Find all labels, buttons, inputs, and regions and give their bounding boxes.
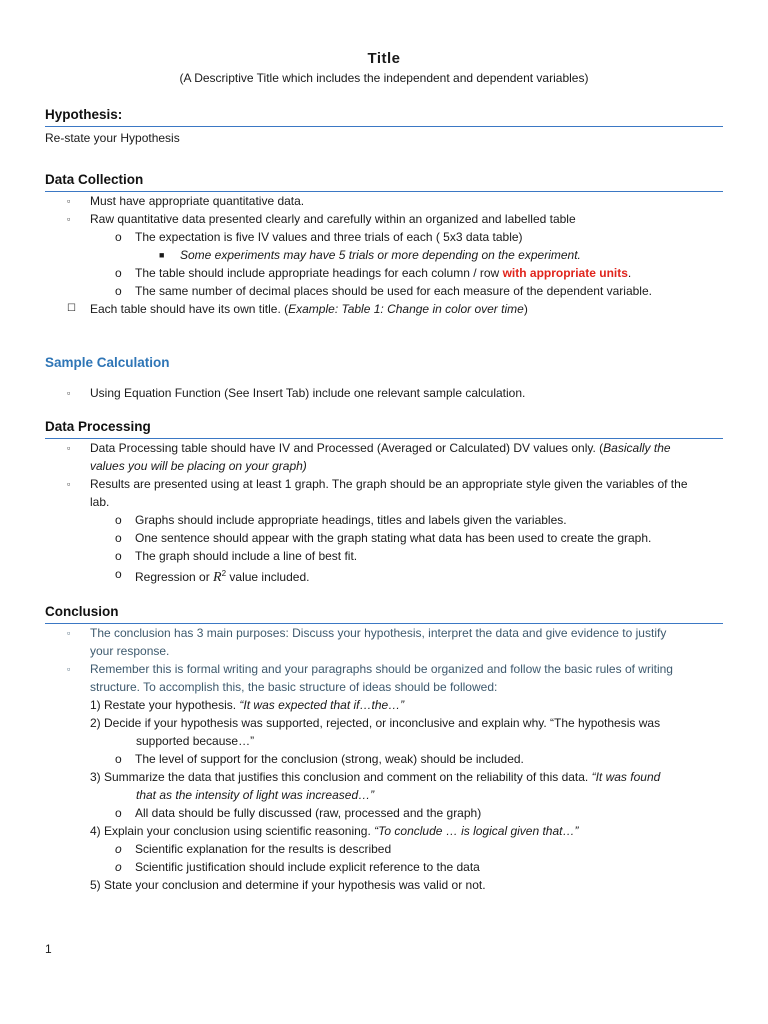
data-processing-section	[45, 418, 723, 587]
list-item: ▫ Results are presented using at least 1 graph. The graph should be an appropriate style given the variables of the lab.	[67, 477, 688, 509]
page-number: 1	[45, 942, 52, 956]
circle-bullet-icon: o	[115, 842, 122, 856]
list-item: o The expectation is five IV values and three trials of each ( 5x3 data table)	[115, 230, 523, 244]
sample-calculation-section	[45, 354, 723, 402]
circle-bullet-icon: o	[115, 806, 122, 820]
list-item: ■ Some experiments may have 5 trials or more depending on the experiment.	[159, 248, 581, 262]
hypothesis-heading: Hypothesis:	[45, 106, 723, 127]
list-item: o Regression or $R^2$ value included.	[115, 567, 310, 585]
data-collection-heading: Data Collection	[45, 171, 723, 192]
list-item: ▫ Raw quantitative data presented clearly and carefully within an organized and labelled table	[67, 212, 576, 226]
square-bullet-icon: ▫	[67, 664, 71, 674]
list-item: o The graph should include a line of best fit.	[115, 549, 358, 563]
list-item: o Scientific explanation for the results is described	[115, 842, 392, 856]
square-bullet-icon: ▫	[67, 214, 71, 224]
page-title: Title	[367, 50, 401, 67]
conclusion-heading: Conclusion	[45, 603, 723, 624]
emphasis-text: with appropriate units	[502, 266, 628, 280]
box-bullet-icon: ☐	[67, 303, 76, 314]
data-processing-list	[45, 439, 723, 587]
circle-bullet-icon: o	[115, 531, 122, 545]
document-page	[45, 48, 723, 894]
square-bullet-icon: ▫	[67, 479, 71, 489]
numbered-item: 4) Explain your conclusion using scientific reasoning. “To conclude … is logical given that…”	[90, 824, 579, 838]
list-item: o Scientific justification should include explicit reference to the data	[115, 860, 480, 874]
list-item: o The level of support for the conclusion (strong, weak) should be included.	[115, 752, 524, 766]
numbered-item: 3) Summarize the data that justifies this conclusion and comment on the reliability of this data. “It was found that as the intensity of light was increased…”	[90, 770, 661, 802]
list-item: ▫ The conclusion has 3 main purposes: Discuss your hypothesis, interpret the data and give evidence to justify your response.	[67, 626, 667, 658]
conclusion-section	[45, 603, 723, 894]
square-bullet-icon: ▫	[67, 388, 71, 398]
list-item: ▫ Must have appropriate quantitative data.	[67, 194, 305, 208]
list-item: o Graphs should include appropriate headings, titles and labels given the variables.	[115, 513, 567, 527]
sample-calculation-list	[45, 384, 723, 402]
square-bullet-icon: ▫	[67, 628, 71, 638]
page-subtitle: (A Descriptive Title which includes the independent and dependent variables)	[179, 71, 589, 85]
hypothesis-text: Re-state your Hypothesis	[45, 131, 180, 145]
list-item: ▫ Data Processing table should have IV and Processed (Averaged or Calculated) DV values only. (Basically the values you will be placing on your graph)	[67, 441, 671, 473]
numbered-item: 2) Decide if your hypothesis was supported, rejected, or inconclusive and explain why. “The hypothesis was supported because…”	[90, 716, 661, 748]
list-item: o The same number of decimal places should be used for each measure of the dependent variable.	[115, 284, 652, 298]
list-item: o The table should include appropriate headings for each column / row with appropriate units.	[115, 266, 632, 280]
hypothesis-section	[45, 106, 723, 147]
conclusion-list	[45, 624, 723, 894]
data-collection-list	[45, 192, 723, 318]
numbered-item: 5) State your conclusion and determine if your hypothesis was valid or not.	[90, 878, 486, 892]
data-collection-section	[45, 171, 723, 318]
circle-bullet-icon: o	[115, 513, 122, 527]
square-bullet-icon: ▫	[67, 443, 71, 453]
list-item: o One sentence should appear with the graph stating what data has been used to create the graph.	[115, 531, 652, 545]
circle-bullet-icon: o	[115, 230, 122, 244]
circle-bullet-icon: o	[115, 549, 122, 563]
circle-bullet-icon: o	[115, 752, 122, 766]
circle-bullet-icon: o	[115, 567, 122, 581]
circle-bullet-icon: o	[115, 284, 122, 298]
square-bullet-icon: ▫	[67, 196, 71, 206]
circle-bullet-icon: o	[115, 266, 122, 280]
list-item: ▫ Using Equation Function (See Insert Tab) include one relevant sample calculation.	[67, 386, 526, 400]
filled-square-bullet-icon: ■	[159, 250, 165, 260]
data-processing-heading: Data Processing	[45, 418, 723, 439]
list-item: ▫ Remember this is formal writing and your paragraphs should be organized and follow the basic rules of writing structure. To accomplish this, the basic structure of ideas should be followed:	[67, 662, 673, 694]
list-item: o All data should be fully discussed (raw, processed and the graph)	[115, 806, 482, 820]
sample-calculation-heading: Sample Calculation	[45, 355, 170, 370]
list-item: ☐ Each table should have its own title. (Example: Table 1: Change in color over time)	[67, 302, 528, 316]
numbered-item: 1) Restate your hypothesis. “It was expected that if…the…”	[90, 698, 405, 712]
r-squared-symbol: R	[213, 570, 222, 585]
circle-bullet-icon: o	[115, 860, 122, 874]
